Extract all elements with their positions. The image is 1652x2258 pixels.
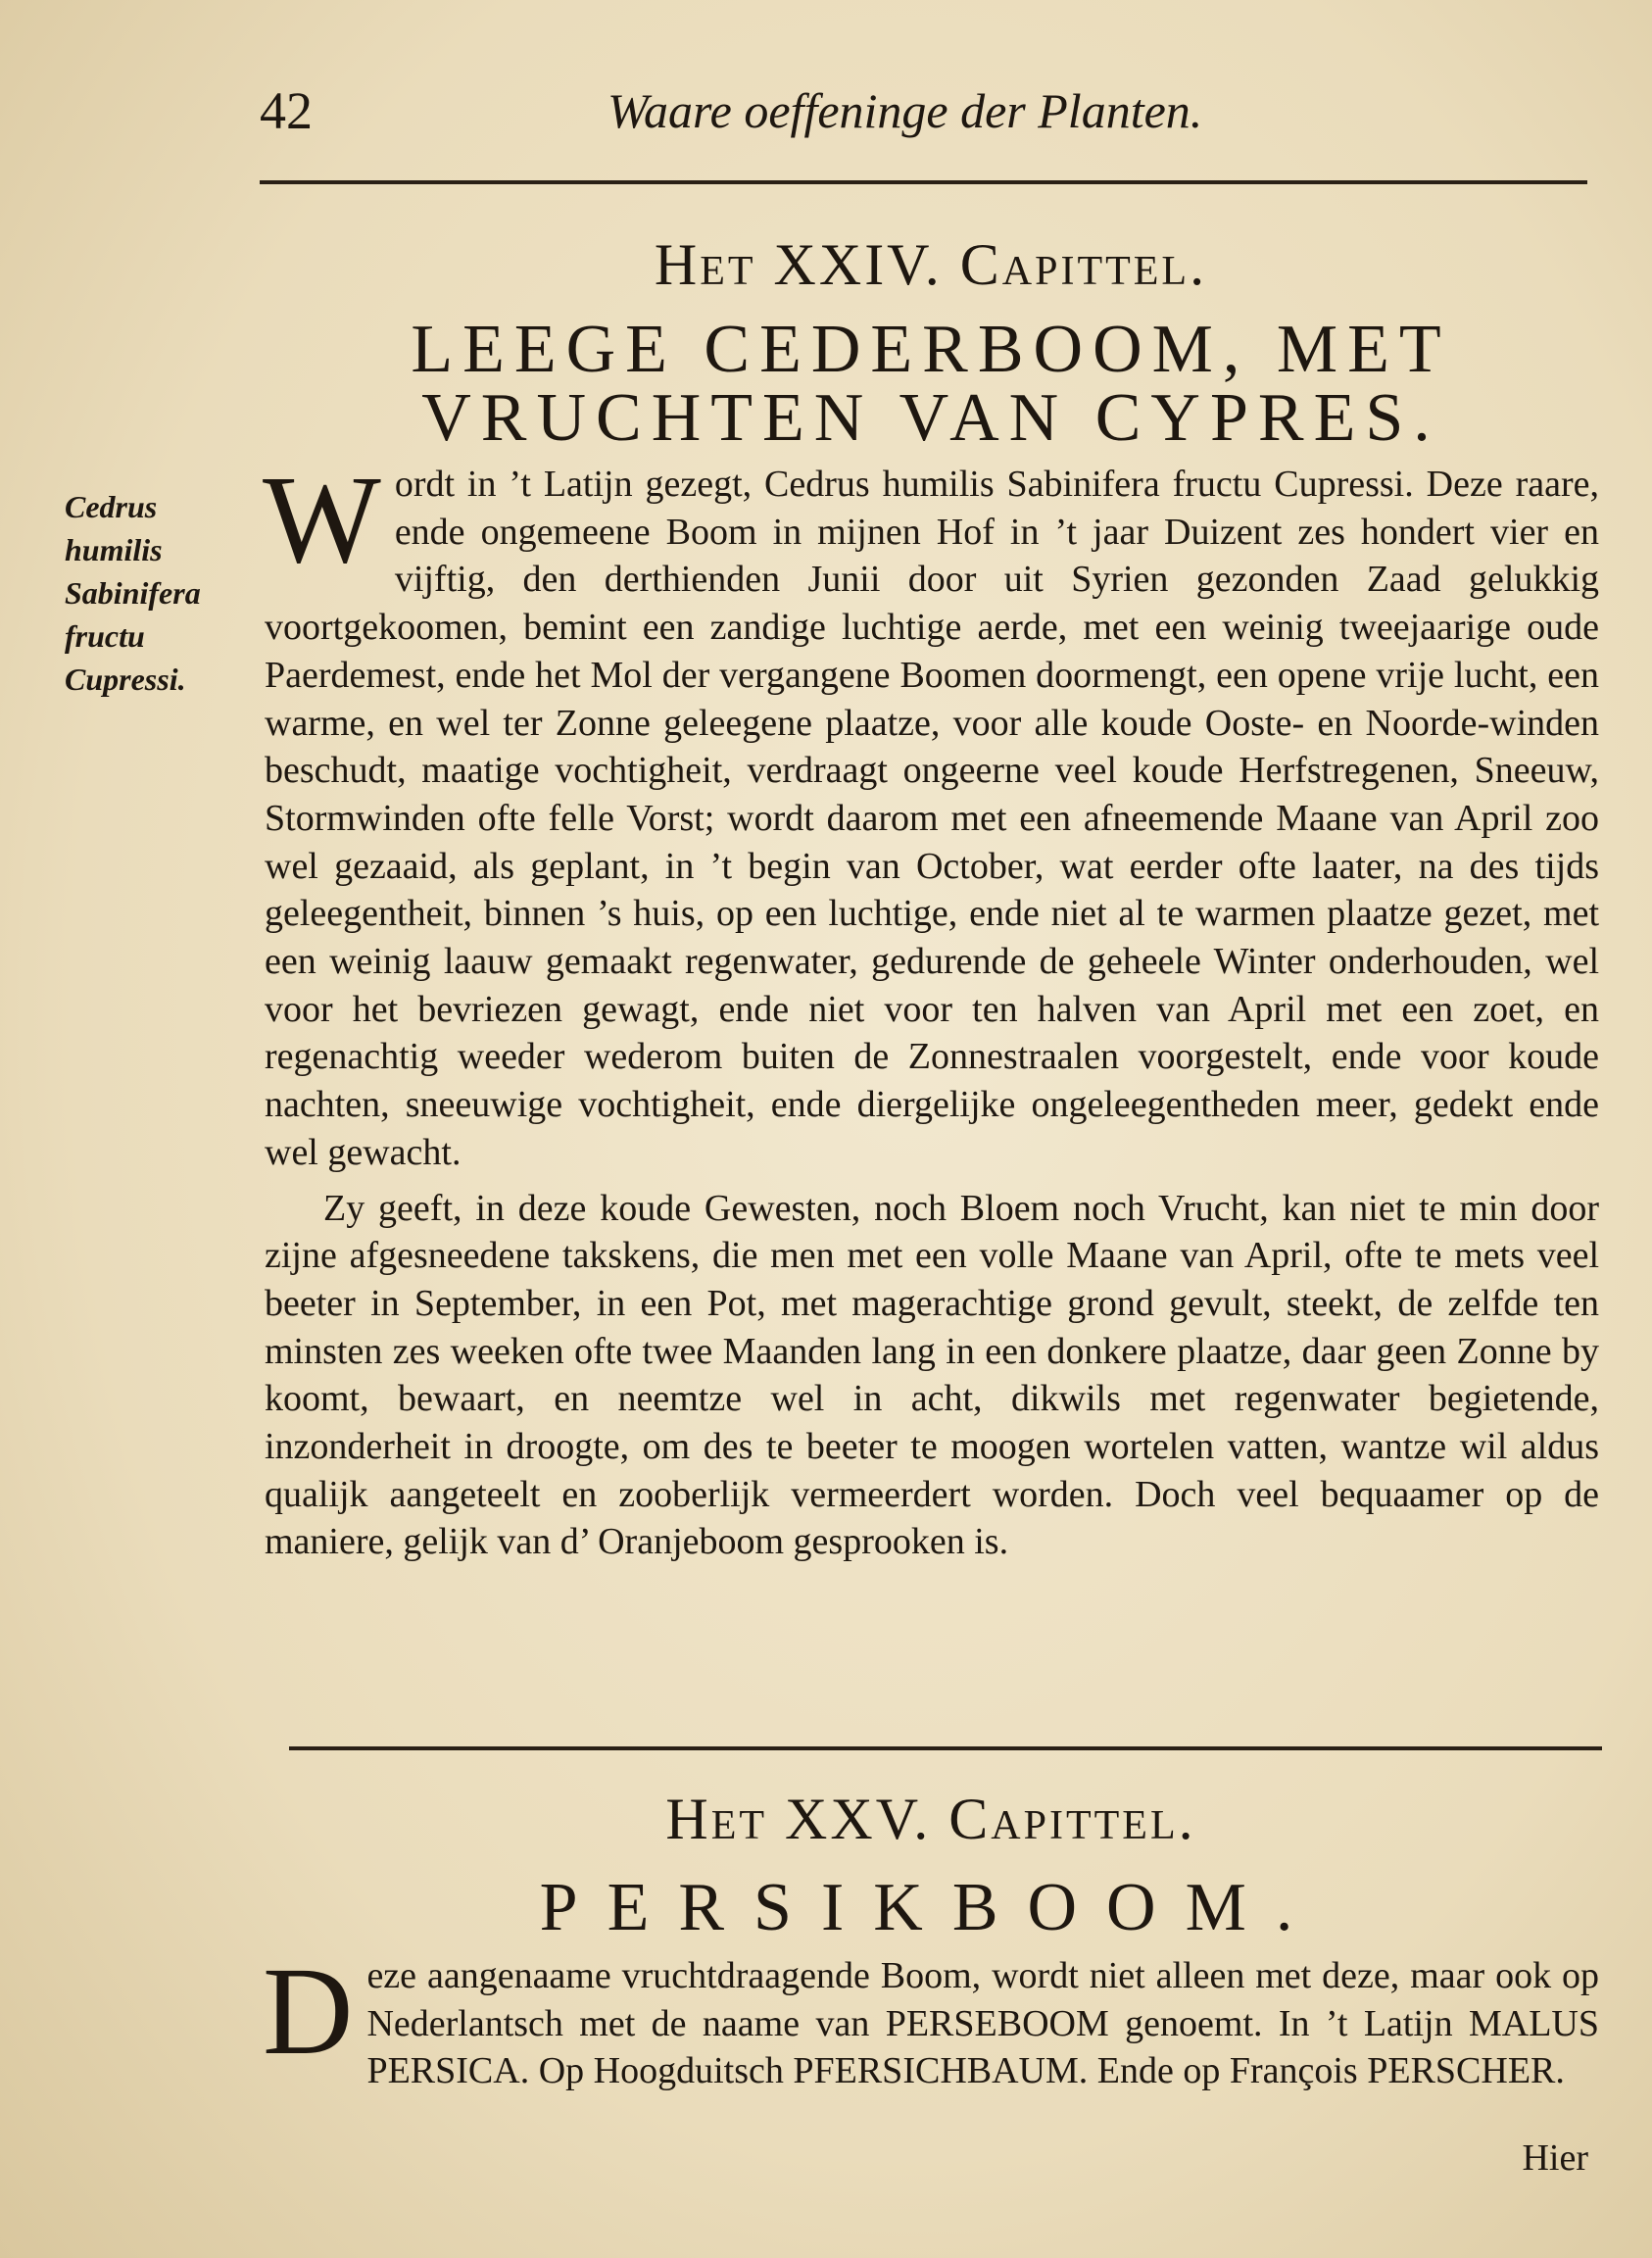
drop-cap-w: W (263, 450, 381, 589)
chapter-25-paragraph-1 (263, 1941, 1599, 2095)
margin-note: Cedrus humilis Sabinifera fructu Cupressi. (65, 489, 201, 697)
running-head (260, 80, 1592, 149)
section-divider (289, 1746, 1602, 1750)
catchword: Hier (1522, 2137, 1588, 2179)
chapter-24-body (263, 450, 1599, 1566)
drop-cap-d: D (263, 1941, 354, 2081)
chapter-25-title: PERSIKBOOM. (539, 1870, 1323, 1945)
chapter-24-paragraph-2: Zy geeft, in deze koude Gewesten, noch Bloem noch Vrucht, kan niet te min door zijne afgesneedene takskens, die men met een volle Maane van April, ofte te mets veel beeter in September, in een Pot, met magerachtige grond gevult, steekt, de zelfde ten minsten zes weeken ofte twee Maanden lang in een donkere plaatze, daar geen Zonne by koomt, bewaart, en neemtze wel in acht, dikwils met regenwater begietende, inzonderheit in droogte, om des te beeter te moogen wortelen vatten, wantze wil aldus qualijk aangeteelt en zooberlijk vermeerdert worden. Doch veel bequaamer op de maniere, gelijk van d’ Oranjeboom gesprooken is. (265, 1187, 1599, 1563)
chapter-25-heading: Het XXV. Capittel. (665, 1787, 1196, 1851)
paragraph-1-text: ordt in ’t Latijn gezegt, Cedrus humilis Sabinifera fructu Cupressi. Deze raare, ende ongemeene Boom in mijnen Hof in ’t jaar Duizent zes hondert vier en vijftig, den derthienden Junii door uit Syrien gezonden Zaad gelukkig voortgekoomen, bemint een zandige luchtige aerde, met een weinig tweejaarige oude Paerdemest, ende het Mol der vergangene Boomen doormengt, een opene vrije lucht, een warme, en wel ter Zonne geleegene plaatze, voor alle koude Ooste- en Noorde-winden beschudt, maatige vochtigheit, verdraagt ongeerne veel koude Herfstregenen, Sneeuw, Stormwinden ofte felle Vorst; wordt daarom met een afneemende Maane van April zoo wel gezaaid, als geplant, in ’t begin van October, wat eerder ofte laater, na des tijds geleegentheit, binnen ’s huis, op een luchtige, ende niet al te warmen plaatze gezet, met een weinig laauw gemaakt regenwater, gedurende de geheele Winter onderhouden, wel voor het bevriezen gewagt, ende niet voor ten halven van April met een zoet, en regenachtig weeder wederom buiten de Zonnestraalen voorgestelt, ende voor koude nachten, sneeuwige vochtigheit, ende diergelijke ongeleegentheden meer, gedekt ende wel gewacht. (265, 464, 1599, 1173)
chapter-24-title-line-2: VRUCHTEN VAN CYPRES. (421, 380, 1440, 456)
chapter-24-paragraph-1 (263, 450, 1599, 1177)
chapter-24-title-line-1: LEEGE CEDERBOOM, MET (411, 312, 1451, 387)
chapter-24-heading: Het XXIV. Capittel. (654, 232, 1208, 297)
header-rule (260, 180, 1587, 184)
page-number: 42 (260, 81, 313, 140)
running-title: Waare oeffeninge der Planten. (607, 83, 1203, 138)
chapter-25-paragraph-text: eze aangenaame vruchtdraagende Boom, wordt niet alleen met deze, maar ook op Nederlantsch met de naame van PERSEBOOM genoemt. In ’t Latijn MALUS PERSICA. Op Hoogduitsch PFERSICHBAUM. Ende op François PERSCHER. (366, 1955, 1599, 2092)
chapter-25-body (263, 1941, 1599, 2095)
